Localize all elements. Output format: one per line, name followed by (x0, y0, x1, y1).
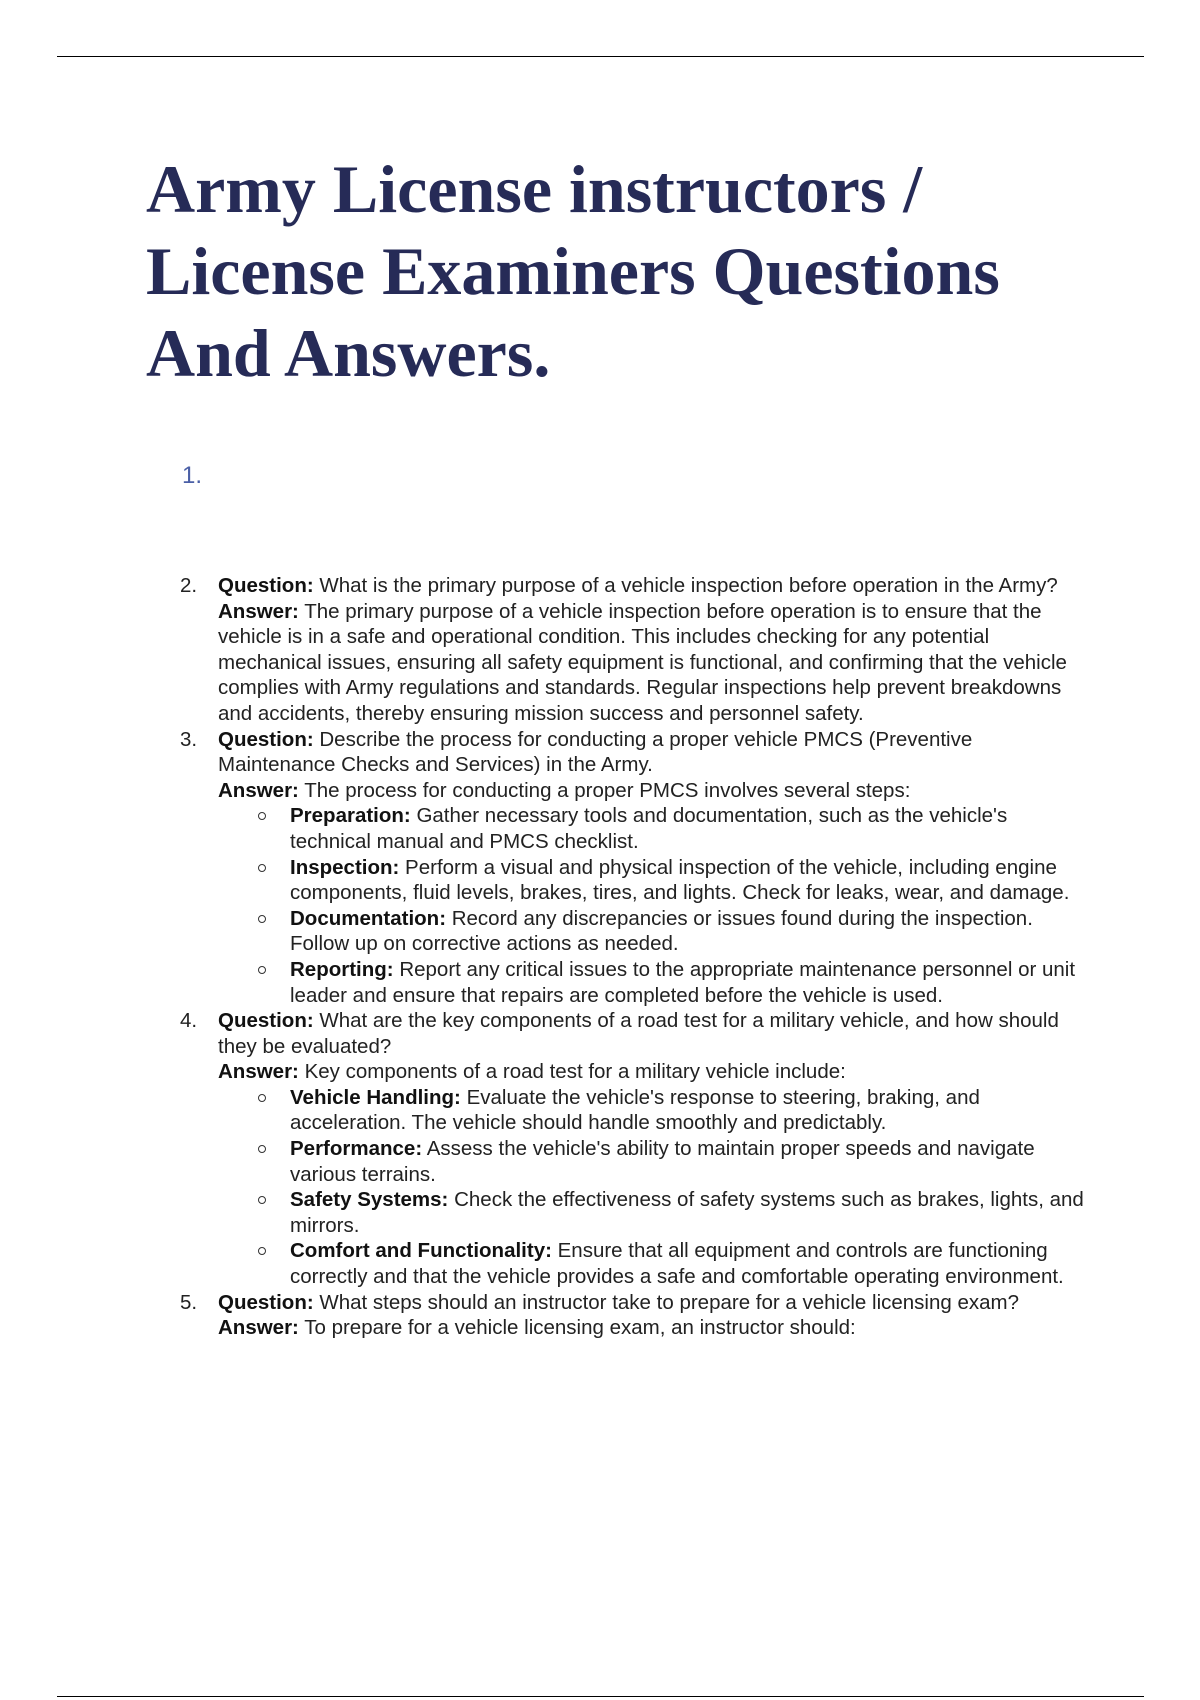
sub-item-label: Reporting: (290, 957, 394, 981)
sub-item-text: Report any critical issues to the appropriate maintenance personnel or unit leader and ensure that repairs are completed before the vehicle is used. (290, 957, 1076, 1007)
hollow-circle-bullet-icon (258, 1247, 266, 1255)
question-label: Question: (218, 574, 314, 597)
qa-item (180, 727, 1085, 1009)
sub-list-item (218, 1085, 1085, 1136)
sub-list (218, 803, 1085, 1008)
sub-item-label: Preparation: (290, 804, 411, 828)
list-item-number: 1. (182, 462, 203, 489)
answer-block (218, 1315, 1085, 1341)
question-text: What steps should an instructor take to prepare for a vehicle licensing exam? (313, 1290, 1020, 1314)
qa-item-number: 2. (180, 574, 198, 597)
qa-list (180, 573, 1085, 1341)
question-label: Question: (218, 1290, 314, 1314)
sub-item-text: Perform a visual and physical inspection of the vehicle, including engine components, fluid levels, brakes, tires, and lights. Check for leaks, wear, and damage. (290, 855, 1070, 905)
answer-block (218, 1059, 1085, 1085)
sub-list-item (218, 803, 1085, 854)
hollow-circle-bullet-icon (258, 1196, 266, 1204)
hollow-circle-bullet-icon (258, 864, 266, 872)
answer-block (218, 599, 1085, 727)
sub-item-text: Ensure that all equipment and controls are functioning correctly and that the vehicle provides a safe and comfortable operating environment. (290, 1239, 1064, 1289)
sub-list (218, 1085, 1085, 1290)
question-block (218, 727, 1085, 778)
sub-item-label: Safety Systems: (290, 1188, 449, 1212)
answer-text: The primary purpose of a vehicle inspection before operation is to ensure that the vehicle is in a safe and operational condition. This includes checking for any potential mechanical issues, ensuring all safety equipment is functional, and confirming that the vehicle complies with Army regulations and standards. Regular inspections help prevent breakdowns and accidents, thereby ensuring mission success and personnel safety. (218, 599, 1067, 725)
question-label: Question: (218, 1009, 314, 1033)
sub-item-label: Comfort and Functionality: (290, 1239, 552, 1263)
answer-label: Answer: (218, 778, 299, 802)
answer-text: Key components of a road test for a military vehicle include: (298, 1060, 846, 1084)
sub-item-text: Gather necessary tools and documentation, such as the vehicle's technical manual and PMCS checklist. (290, 804, 1008, 853)
question-label: Question: (218, 727, 314, 751)
qa-item-number: 3. (180, 727, 198, 751)
sub-list-item (218, 906, 1085, 957)
sub-item-text: Check the effectiveness of safety systems such as brakes, lights, and mirrors. (290, 1188, 1084, 1237)
question-text: Describe the process for conducting a proper vehicle PMCS (Preventive Maintenance Checks and Services) in the Army. (218, 727, 973, 777)
sub-list-item (218, 1136, 1085, 1187)
question-block (218, 1008, 1085, 1059)
question-text: What are the key components of a road test for a military vehicle, and how should they be evaluated? (218, 1009, 1059, 1058)
qa-item (180, 1008, 1085, 1290)
qa-item (180, 1290, 1085, 1341)
qa-item-number: 5. (180, 1290, 198, 1314)
document-title: Army License instructors / License Examiners Questions And Answers. (146, 151, 1000, 391)
qa-item (180, 573, 1085, 727)
sub-list-item (218, 1238, 1085, 1289)
sub-item-text: Assess the vehicle's ability to maintain proper speeds and navigate various terrains. (290, 1137, 1035, 1186)
hollow-circle-bullet-icon (258, 1145, 266, 1153)
sub-list-item (218, 957, 1085, 1008)
sub-list-item (218, 855, 1085, 906)
sub-item-label: Vehicle Handling: (290, 1085, 461, 1109)
hollow-circle-bullet-icon (258, 915, 266, 923)
answer-block (218, 778, 1085, 804)
sub-item-label: Performance: (290, 1137, 423, 1161)
answer-label: Answer: (218, 1316, 299, 1340)
sub-item-text: Evaluate the vehicle's response to steering, braking, and acceleration. The vehicle should handle smoothly and predictably. (290, 1085, 980, 1135)
bottom-rule (57, 1696, 1144, 1697)
answer-label: Answer: (218, 599, 299, 623)
question-block (218, 1290, 1085, 1316)
sub-list-item (218, 1187, 1085, 1238)
hollow-circle-bullet-icon (258, 812, 266, 820)
sub-item-text: Record any discrepancies or issues found during the inspection. Follow up on corrective actions as needed. (290, 906, 1033, 956)
top-rule (57, 56, 1144, 57)
sub-item-label: Documentation: (290, 906, 447, 930)
hollow-circle-bullet-icon (258, 1094, 266, 1102)
answer-text: To prepare for a vehicle licensing exam, an instructor should: (298, 1316, 856, 1340)
answer-label: Answer: (218, 1060, 299, 1084)
qa-item-number: 4. (180, 1009, 198, 1033)
answer-text: The process for conducting a proper PMCS involves several steps: (298, 778, 911, 802)
hollow-circle-bullet-icon (258, 966, 266, 974)
question-block (218, 573, 1085, 599)
sub-item-label: Inspection: (290, 855, 400, 879)
question-text: What is the primary purpose of a vehicle inspection before operation in the Army? (313, 574, 1058, 597)
